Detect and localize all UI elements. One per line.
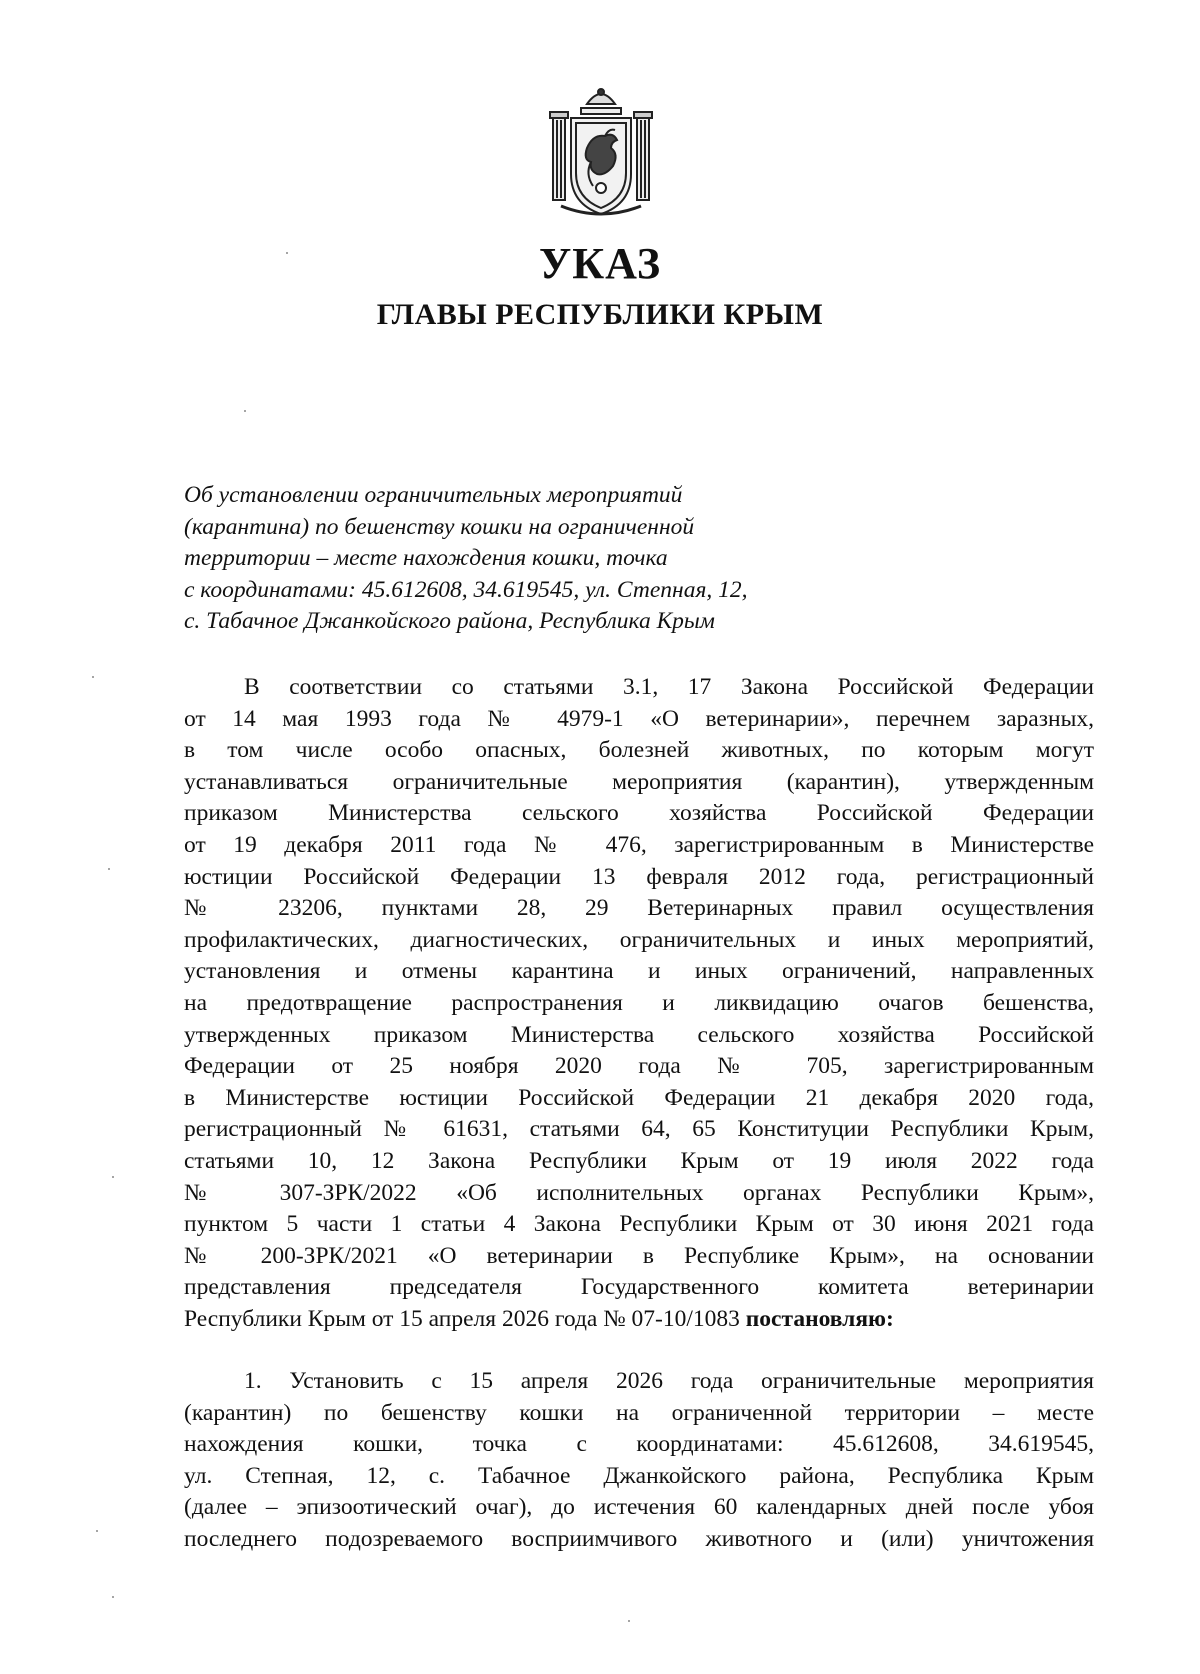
- text-line: регистрационный № 61631, статьями 64, 65 Конституции Республики Крым,: [184, 1116, 1094, 1143]
- scan-speck: [286, 252, 288, 254]
- text-line: устанавливаться ограничительные мероприятия (карантин), утвержденным: [184, 768, 1094, 795]
- subject-line: с координатами: 45.612608, 34.619545, ул. Степная, 12,: [184, 576, 748, 603]
- text-line: Федерации от 25 ноября 2020 года № 705, зарегистрированным: [184, 1053, 1094, 1080]
- preamble-paragraph: [184, 672, 1094, 1335]
- scan-speck: [244, 410, 246, 412]
- text-line: в том числе особо опасных, болезней животных, по которым могут: [184, 737, 1094, 764]
- scan-speck: [112, 1596, 114, 1598]
- text-line: (карантин) по бешенству кошки на ограниченной территории – месте: [184, 1399, 1094, 1426]
- scan-speck: [628, 1620, 630, 1622]
- text-line: № 23206, пунктами 28, 29 Ветеринарных правил осуществления: [184, 895, 1094, 922]
- text-line: пунктом 5 части 1 статьи 4 Закона Республики Крым от 30 июня 2021 года: [184, 1211, 1094, 1238]
- subject-line: (карантина) по бешенству кошки на ограниченной: [184, 513, 695, 540]
- scan-speck: [92, 676, 94, 678]
- scan-speck: [112, 1176, 114, 1178]
- item-1-paragraph: [184, 1366, 1094, 1556]
- text-line: установления и отмены карантина и иных ограничений, направленных: [184, 958, 1094, 985]
- text-line: в Министерстве юстиции Российской Федерации 21 декабря 2020 года,: [184, 1084, 1094, 1111]
- subject-line: территории – месте нахождения кошки, точка: [184, 545, 668, 572]
- text-line: юстиции Российской Федерации 13 февраля 2012 года, регистрационный: [184, 863, 1094, 890]
- text-line: 1. Установить с 15 апреля 2026 года ограничительные мероприятия: [244, 1368, 1094, 1394]
- text-line: утвержденных приказом Министерства сельского хозяйства Российской: [184, 1021, 1094, 1048]
- crimea-coat-of-arms-icon: [547, 82, 655, 222]
- preamble-last-text: Республики Крым от 15 апреля 2026 года № 07-10/1083: [184, 1305, 740, 1332]
- text-line: № 200-ЗРК/2021 «О ветеринарии в Республике Крым», на основании: [184, 1242, 1094, 1269]
- text-line: последнего подозреваемого восприимчивого животного и (или) уничтожения: [184, 1525, 1094, 1552]
- subject-line: с. Табачное Джанкойского района, Республика Крым: [184, 608, 715, 635]
- text-line: представления председателя Государственного комитета ветеринарии: [184, 1274, 1094, 1301]
- scan-speck: [108, 868, 110, 870]
- text-line: профилактических, диагностических, ограничительных и иных мероприятий,: [184, 926, 1094, 953]
- text-line: ул. Степная, 12, с. Табачное Джанкойского района, Республика Крым: [184, 1462, 1094, 1489]
- text-line: от 19 декабря 2011 года № 476, зарегистрированным в Министерстве: [184, 831, 1094, 858]
- text-line: [184, 1304, 1094, 1336]
- decree-title: УКАЗ: [538, 239, 662, 288]
- text-line: № 307-ЗРК/2022 «Об исполнительных органах Республики Крым»,: [184, 1179, 1094, 1206]
- text-line: В соответствии со статьями 3.1, 17 Закона Российской Федерации: [244, 674, 1094, 700]
- subject-line: Об установлении ограничительных мероприятий: [184, 482, 683, 508]
- text-line: статьями 10, 12 Закона Республики Крым от 19 июля 2022 года: [184, 1147, 1094, 1174]
- scan-speck: [96, 1530, 98, 1532]
- text-line: нахождения кошки, точка с координатами: 45.612608, 34.619545,: [184, 1431, 1094, 1458]
- text-line: на предотвращение распространения и ликвидацию очагов бешенства,: [184, 989, 1094, 1016]
- text-line: от 14 мая 1993 года № 4979-1 «О ветеринарии», перечнем заразных,: [184, 705, 1094, 732]
- text-line: приказом Министерства сельского хозяйства Российской Федерации: [184, 800, 1094, 827]
- text-line: (далее – эпизоотический очаг), до истечения 60 календарных дней после убоя: [184, 1494, 1094, 1521]
- decree-subtitle: ГЛАВЫ РЕСПУБЛИКИ КРЫМ: [376, 298, 824, 331]
- decree-subject: [184, 480, 884, 638]
- resolution-word: постановляю:: [745, 1305, 894, 1332]
